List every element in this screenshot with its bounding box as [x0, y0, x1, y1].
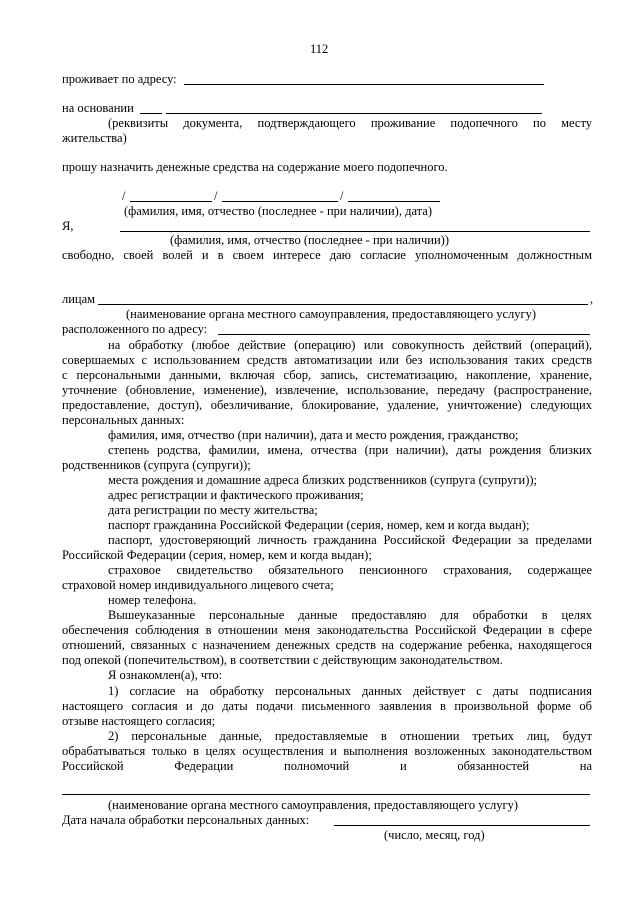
start-date-field[interactable]: [334, 825, 590, 826]
item-foreign-passport-line2: Российской Федерации (серия, номер, кем и когда выдан);: [62, 548, 372, 562]
authority-hint: (наименование органа местного самоуправления, предоставляющего услугу): [126, 307, 537, 321]
date-hint: (число, месяц, год): [384, 828, 485, 842]
comma: ,: [590, 292, 594, 306]
item-fio: фамилия, имя, отчество (при наличии), дата и место рождения, гражданство;: [108, 428, 519, 442]
item-kinship-line1: степень родства, фамилии, имена, отчества (при наличии), даты рождения близких: [108, 443, 592, 457]
item-phone: номер телефона.: [108, 593, 197, 607]
item-passport: паспорт гражданина Российской Федерации (серия, номер, кем и когда выдан);: [108, 518, 530, 532]
item-residence: места рождения и домашние адреса близких родственников (супруга (супруги));: [108, 473, 537, 487]
purpose-line-3: отношений, связанных с назначением денежных средств на содержание ребенка, находящегося: [62, 638, 592, 652]
item-registration-date: дата регистрации по месту жительства;: [108, 503, 318, 517]
start-date-label: Дата начала обработки персональных данных:: [62, 813, 310, 827]
item-insurance-line2: страховой номер индивидуального лицевого счета;: [62, 578, 334, 592]
point2-line-1: 2) персональные данные, предоставляемые в отношении третьих лиц, будут: [108, 729, 592, 743]
item-kinship-line2: родственников (супруга (супруги));: [62, 458, 251, 472]
basis-hint-line2: жительства): [62, 131, 127, 145]
ward-slash-1: /: [122, 189, 126, 203]
located-address-field[interactable]: [218, 334, 590, 335]
applicant-field[interactable]: [120, 231, 590, 232]
item-registration-address: адрес регистрации и фактического проживания;: [108, 488, 364, 502]
processing-line-2: совершаемых с использованием средств автоматизации или без использования таких средств: [62, 353, 592, 367]
basis-label: на основании: [62, 101, 134, 115]
basis-hint-line1: (реквизиты документа, подтверждающего проживание подопечного по месту: [108, 116, 592, 130]
located-label: расположенного по адресу:: [62, 322, 208, 336]
acknowledged: Я ознакомлен(а), что:: [108, 668, 223, 682]
authority-field[interactable]: [98, 304, 588, 305]
item-insurance-line1: страховое свидетельство обязательного пенсионного страхования, содержащее: [108, 563, 592, 577]
ward-slash-2: /: [214, 189, 218, 203]
point1-line-2: настоящего согласия и до даты подачи письменного заявления в произвольной форме об: [62, 699, 592, 713]
ward-slash-3: /: [340, 189, 344, 203]
address-label: проживает по адресу:: [62, 72, 177, 86]
processing-line-5: предоставление, доступ), обезличивание, блокирование, удаление, уничтожение) следующих: [62, 398, 592, 412]
basis-field-short[interactable]: [140, 113, 162, 114]
point2-line-3: Российской Федерации полномочий и обязанностей на: [62, 759, 592, 773]
persons-label: лицам: [62, 292, 96, 306]
processing-line-4: уточнение (обновление, изменение), извлечение, использование, передачу (распространение,: [62, 383, 592, 397]
point2-line-2: обрабатываться только в целях осуществления и выполнения возложенных законодательством: [62, 744, 592, 758]
point1-last: отзыве настоящего согласия;: [62, 714, 216, 728]
authority-field-bottom[interactable]: [62, 794, 590, 795]
item-foreign-passport-line1: паспорт, удостоверяющий личность гражданина Российской Федерации за пределами: [108, 533, 592, 547]
purpose-line-2: обеспечения соблюдения в отношении меня законодательства Российской Федерации в сфере: [62, 623, 592, 637]
ward-surname-field[interactable]: [130, 201, 212, 202]
ward-name-field[interactable]: [222, 201, 338, 202]
i-label: Я,: [62, 219, 74, 233]
ward-hint: (фамилия, имя, отчество (последнее - при наличии), дата): [124, 204, 432, 218]
processing-line-1: на обработку (любое действие (операцию) или совокупность действий (операций),: [108, 338, 592, 352]
applicant-hint: (фамилия, имя, отчество (последнее - при наличии)): [170, 233, 449, 247]
page-number: 112: [310, 42, 329, 56]
ward-date-field[interactable]: [348, 201, 440, 202]
processing-last: персональных данных:: [62, 413, 185, 427]
address-field[interactable]: [184, 84, 544, 85]
purpose-line-1: Вышеуказанные персональные данные предоставляю для обработки в целях: [108, 608, 592, 622]
request-text: прошу назначить денежные средства на содержание моего подопечного.: [62, 160, 448, 174]
purpose-last: под опекой (попечительством), в соответствии с действующим законодательством.: [62, 653, 503, 667]
point1-line-1: 1) согласие на обработку персональных данных действует с даты подписания: [108, 684, 592, 698]
processing-line-3: с персональными данными, включая сбор, запись, систематизацию, накопление, хранение,: [62, 368, 592, 382]
basis-field[interactable]: [166, 113, 542, 114]
consent-intro: свободно, своей волей и в своем интересе даю согласие уполномоченным должностным: [62, 248, 592, 262]
authority-hint-bottom: (наименование органа местного самоуправления, предоставляющего услугу): [108, 798, 519, 812]
